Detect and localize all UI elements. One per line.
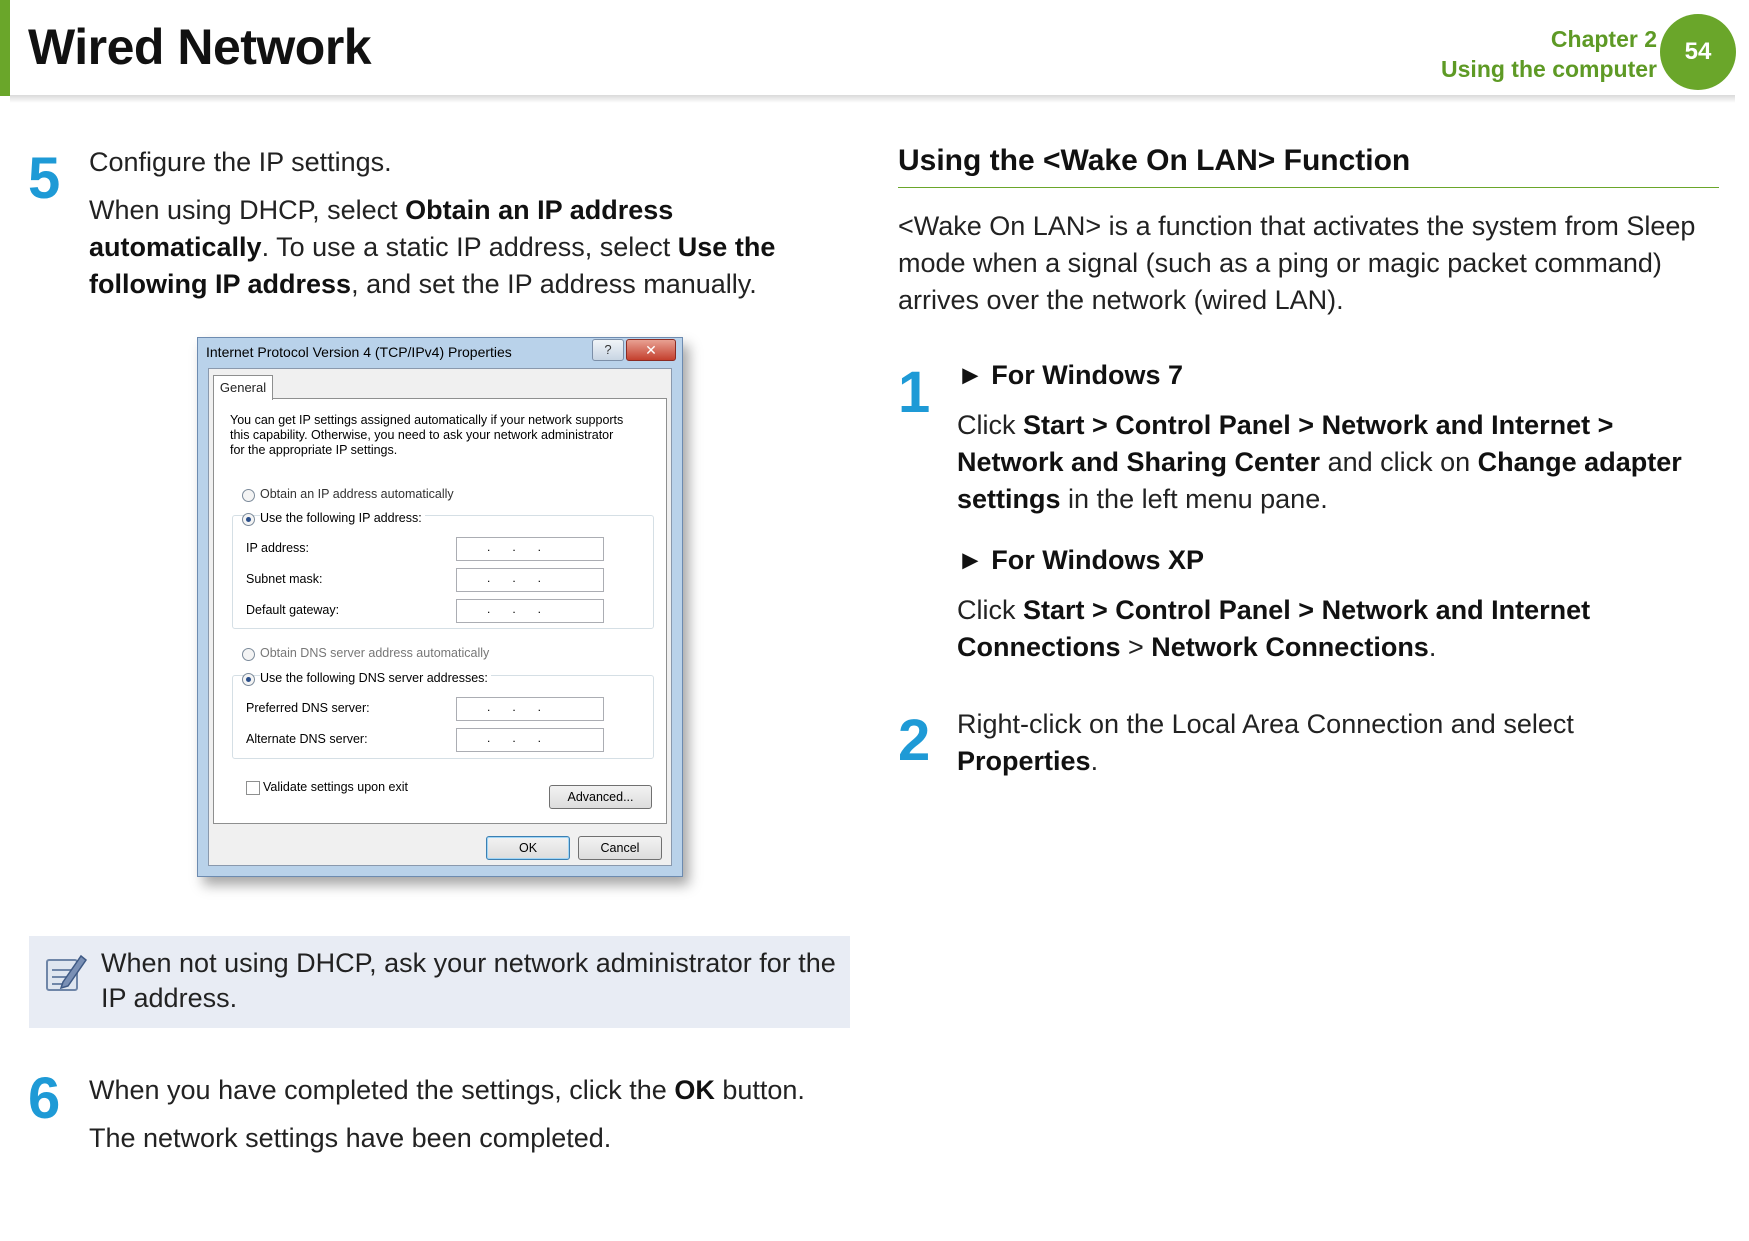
ip-address-input[interactable]: ...	[456, 537, 604, 561]
radio-use-static-ip[interactable]	[242, 513, 255, 526]
text: >	[1120, 632, 1152, 662]
text: Right-click on the Local Area Connection and select	[957, 709, 1574, 739]
windows7-heading: ► For Windows 7	[957, 360, 1183, 390]
bold-text: Network Connections	[1151, 632, 1429, 662]
radio-label: Obtain an IP address automatically	[260, 487, 454, 501]
bold-text: settings	[957, 484, 1061, 514]
bold-text: Use the	[677, 232, 776, 262]
page-number-badge: 54	[1660, 14, 1736, 90]
tcpip-properties-dialog	[197, 337, 683, 877]
text: , and set the IP address manually.	[351, 269, 757, 299]
cancel-button[interactable]: Cancel	[578, 836, 662, 860]
step-number: 2	[898, 708, 931, 773]
text: When using DHCP, select	[89, 195, 406, 225]
bold-text: automatically	[89, 232, 262, 262]
intro-line: this capability. Otherwise, you need to ask your network administrator	[230, 428, 614, 442]
step5-paragraph	[89, 192, 849, 303]
subnet-mask-input[interactable]: ...	[456, 568, 604, 592]
text: and click on	[1320, 447, 1478, 477]
wol-description	[898, 208, 1728, 319]
ip-address-label: IP address:	[246, 541, 310, 555]
bold-text: Connections	[957, 632, 1121, 662]
text: Click	[957, 595, 1023, 625]
bold-text: following IP address	[89, 269, 352, 299]
desc-line: <Wake On LAN> is a function that activates the system from Sleep	[898, 211, 1696, 241]
note-box	[29, 936, 850, 1028]
help-button[interactable]: ?	[592, 339, 624, 361]
windowsxp-heading: ► For Windows XP	[957, 545, 1204, 575]
step6-line2: The network settings have been completed.	[89, 1123, 612, 1153]
preferred-dns-input[interactable]: ...	[456, 697, 604, 721]
alternate-dns-label: Alternate DNS server:	[246, 732, 368, 746]
step-number: 6	[28, 1066, 61, 1131]
text: .	[1428, 632, 1437, 662]
text: . To use a static IP address, select	[261, 232, 678, 262]
tab-general[interactable]: General	[213, 375, 273, 400]
step6-text	[89, 1072, 849, 1157]
intro-line: You can get IP settings assigned automatically if your network supports	[230, 413, 624, 427]
note-line: IP address.	[101, 983, 238, 1013]
bold-text: Properties	[957, 746, 1091, 776]
step5-line1: Configure the IP settings.	[89, 147, 392, 177]
radio-obtain-ip-auto[interactable]	[242, 489, 255, 502]
subnet-mask-label: Subnet mask:	[246, 572, 323, 586]
radio-obtain-dns-auto[interactable]	[242, 648, 255, 661]
text: in the left menu pane.	[1060, 484, 1328, 514]
validate-settings-label: Validate settings upon exit	[263, 780, 409, 794]
text: button.	[714, 1075, 805, 1105]
close-button[interactable]: ✕	[626, 339, 676, 361]
bold-text: Network and Sharing Center	[957, 447, 1321, 477]
radio-label: Use the following DNS server addresses:	[260, 671, 491, 686]
section-title: Using the <Wake On LAN> Function	[898, 144, 1411, 177]
bold-text: OK	[674, 1075, 715, 1105]
step-number: 5	[28, 146, 61, 211]
text: .	[1090, 746, 1099, 776]
bold-text: Start > Control Panel > Network and Internet	[1023, 595, 1591, 625]
note-pencil-icon	[43, 950, 89, 996]
preferred-dns-label: Preferred DNS server:	[246, 701, 370, 715]
note-line: When not using DHCP, ask your network administrator for the	[101, 948, 836, 978]
radio-use-static-dns[interactable]	[242, 673, 255, 686]
chapter-subtitle: Using the computer	[1441, 56, 1657, 82]
desc-line: mode when a signal (such as a ping or magic packet command)	[898, 248, 1662, 278]
text: Click	[957, 410, 1023, 440]
advanced-button[interactable]: Advanced...	[549, 785, 652, 809]
page-title: Wired Network	[28, 19, 372, 75]
step2-instructions	[957, 706, 1737, 780]
step-number: 1	[898, 360, 931, 425]
chapter-label	[1441, 24, 1657, 84]
dialog-intro	[230, 413, 660, 458]
bold-text: Start > Control Panel > Network and Internet >	[1023, 410, 1614, 440]
text: When you have completed the settings, click the	[89, 1075, 675, 1105]
step5-text	[89, 144, 849, 303]
header-divider	[10, 95, 1735, 103]
windows7-instructions	[957, 407, 1737, 518]
ok-button[interactable]: OK	[486, 836, 570, 860]
default-gateway-input[interactable]: ...	[456, 599, 604, 623]
default-gateway-label: Default gateway:	[246, 603, 340, 617]
general-tab-panel	[213, 398, 667, 824]
bold-text: Change adapter	[1477, 447, 1682, 477]
radio-label: Use the following IP address:	[260, 511, 425, 526]
intro-line: for the appropriate IP settings.	[230, 443, 398, 457]
step6-line1	[89, 1072, 849, 1109]
dialog-title: Internet Protocol Version 4 (TCP/IPv4) Properties	[206, 344, 512, 360]
note-text	[101, 946, 843, 1016]
validate-settings-checkbox[interactable]	[246, 781, 260, 795]
chapter-number: Chapter 2	[1550, 26, 1657, 52]
dialog-body	[208, 368, 672, 866]
desc-line: arrives over the network (wired LAN).	[898, 285, 1344, 315]
radio-label: Obtain DNS server address automatically	[260, 646, 490, 660]
section-divider	[898, 187, 1719, 188]
bold-text: Obtain an IP address	[405, 195, 674, 225]
alternate-dns-input[interactable]: ...	[456, 728, 604, 752]
windowsxp-instructions	[957, 592, 1737, 666]
header-accent-bar	[0, 0, 10, 96]
